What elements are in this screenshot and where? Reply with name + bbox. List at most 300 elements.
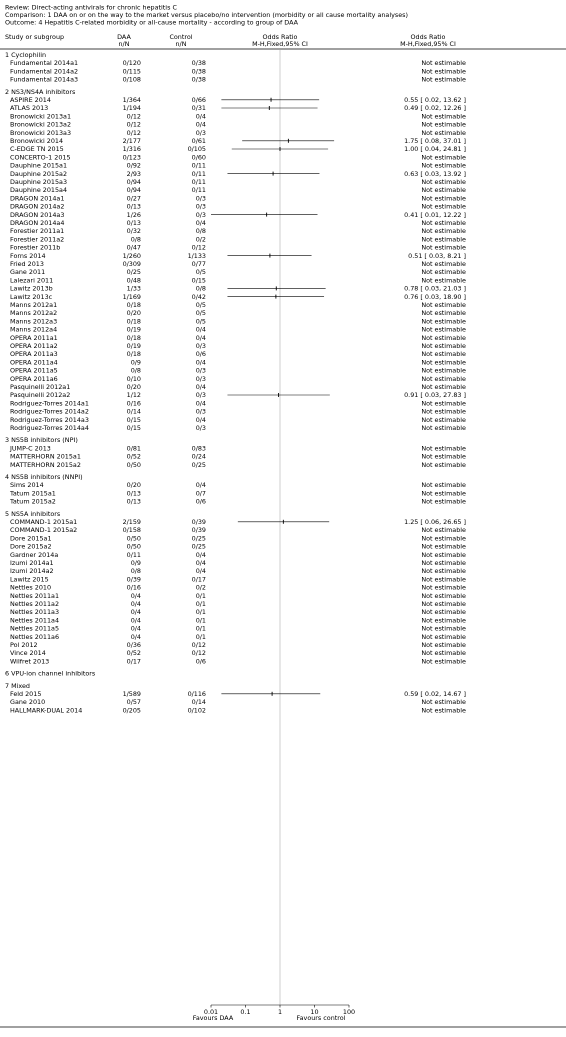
- study-name: COMMAND-1 2015a1: [10, 518, 78, 526]
- control-events: 0/3: [195, 128, 206, 137]
- subgroup-heading: 1 Cyclophilin: [5, 51, 47, 59]
- odds-ratio-text: Not estimable: [421, 59, 466, 68]
- odds-ratio-text: Not estimable: [421, 112, 466, 121]
- study-name: Rodriguez-Torres 2014a2: [10, 407, 89, 416]
- control-events: 0/4: [195, 567, 206, 576]
- control-events: 0/4: [195, 559, 206, 567]
- control-events: 0/77: [191, 260, 206, 268]
- control-events: 0/11: [191, 186, 206, 195]
- control-events: 0/38: [191, 75, 206, 84]
- daa-events: 0/52: [126, 452, 141, 461]
- odds-ratio-text: Not estimable: [421, 186, 466, 195]
- study-name: Pasquinelli 2012a2: [10, 391, 71, 400]
- odds-ratio-text: 0.76 [ 0.03, 18.90 ]: [404, 292, 466, 301]
- odds-ratio-text: Not estimable: [421, 481, 466, 490]
- study-name: ATLAS 2013: [10, 104, 49, 113]
- odds-ratio-text: 0.49 [ 0.02, 12.26 ]: [404, 104, 466, 113]
- control-events: 0/4: [195, 219, 206, 227]
- control-events: 0/12: [191, 649, 206, 658]
- odds-ratio-text: Not estimable: [421, 542, 466, 551]
- study-name: Nettles 2010: [10, 583, 52, 592]
- study-name: Lawitz 2013c: [10, 292, 53, 301]
- daa-events: 0/12: [126, 120, 141, 129]
- daa-events: 0/57: [126, 698, 141, 707]
- daa-events: 1/589: [122, 690, 141, 698]
- daa-events: 0/11: [126, 550, 141, 559]
- daa-events: 0/4: [130, 632, 141, 641]
- control-events: 0/1: [195, 624, 206, 633]
- study-name: Forestier 2011a1: [10, 227, 65, 236]
- odds-ratio-text: Not estimable: [421, 649, 466, 658]
- x-tick-label: 0.1: [240, 1008, 251, 1016]
- odds-ratio-text: Not estimable: [421, 358, 466, 367]
- control-events: 0/15: [191, 276, 206, 285]
- daa-events: 0/9: [130, 358, 141, 367]
- control-events: 0/61: [191, 137, 206, 145]
- control-events: 0/12: [191, 243, 206, 252]
- daa-events: 0/13: [126, 489, 141, 498]
- control-events: 0/1: [195, 616, 206, 625]
- control-events: 0/38: [191, 67, 206, 76]
- control-events: 1/133: [187, 251, 206, 260]
- odds-ratio-text: Not estimable: [421, 227, 466, 236]
- subgroup-heading: 4 NS5B inhibitors (NNPI): [5, 473, 83, 481]
- odds-ratio-text: Not estimable: [421, 698, 466, 707]
- daa-events: 0/18: [126, 333, 141, 342]
- study-name: Nettles 2011a1: [10, 591, 60, 600]
- study-name: Lawitz 2015: [10, 575, 49, 584]
- daa-events: 0/8: [130, 567, 141, 576]
- odds-ratio-text: Not estimable: [421, 608, 466, 617]
- daa-events: 0/94: [126, 186, 141, 195]
- daa-events: 0/48: [126, 276, 141, 285]
- study-name: Gardner 2014a: [10, 550, 59, 559]
- study-name: Tatum 2015a1: [10, 489, 56, 498]
- control-events: 0/25: [191, 542, 206, 551]
- daa-events: 0/4: [130, 600, 141, 608]
- control-events: 0/116: [187, 690, 206, 698]
- odds-ratio-text: Not estimable: [421, 333, 466, 342]
- daa-events: 0/50: [126, 460, 141, 469]
- odds-ratio-text: 0.41 [ 0.01, 12.22 ]: [404, 210, 466, 219]
- odds-ratio-text: 0.59 [ 0.02, 14.67 ]: [404, 690, 466, 698]
- odds-ratio-text: 1.75 [ 0.08, 37.01 ]: [404, 137, 466, 145]
- daa-events: 1/12: [126, 391, 141, 400]
- odds-ratio-text: Not estimable: [421, 550, 466, 559]
- study-name: OPERA 2011a4: [10, 358, 58, 367]
- control-events: 0/8: [195, 227, 206, 236]
- odds-ratio-text: Not estimable: [421, 424, 466, 432]
- study-name: Dauphine 2015a2: [10, 169, 68, 178]
- x-tick-label: 1: [277, 1008, 283, 1016]
- study-name: Izumi 2014a1: [10, 559, 54, 567]
- col-header-or-text: Odds Ratio: [410, 33, 446, 41]
- study-name: OPERA 2011a6: [10, 374, 58, 383]
- study-name: Feld 2015: [10, 690, 42, 698]
- odds-ratio-text: 0.63 [ 0.03, 13.92 ]: [404, 169, 466, 178]
- study-name: Izumi 2014a2: [10, 567, 54, 576]
- col-header-study: Study or subgroup: [5, 33, 65, 41]
- study-name: MATTERHORN 2015a2: [10, 460, 81, 469]
- daa-events: 0/10: [126, 374, 141, 383]
- x-tick-label: 0.01: [203, 1008, 219, 1016]
- study-name: HALLMARK-DUAL 2014: [10, 706, 83, 715]
- control-events: 0/3: [195, 424, 206, 432]
- daa-events: 0/12: [126, 112, 141, 121]
- outcome-line: Outcome: 4 Hepatitis C-related morbidity or all-cause mortality - according to group of DAA: [5, 18, 299, 27]
- control-events: 0/4: [195, 358, 206, 367]
- control-events: 0/6: [195, 497, 206, 506]
- study-name: C-EDGE TN 2015: [10, 145, 64, 154]
- odds-ratio-text: Not estimable: [421, 657, 466, 666]
- odds-ratio-text: Not estimable: [421, 444, 466, 453]
- daa-events: 2/93: [126, 169, 141, 178]
- study-name: Vince 2014: [10, 649, 46, 658]
- study-name: Bronowicki 2014: [10, 137, 64, 145]
- odds-ratio-text: 0.55 [ 0.02, 13.62 ]: [404, 96, 466, 104]
- odds-ratio-text: Not estimable: [421, 632, 466, 641]
- odds-ratio-text: Not estimable: [421, 460, 466, 469]
- daa-events: 2/159: [122, 518, 141, 526]
- control-events: 0/39: [191, 526, 206, 535]
- study-name: Gane 2010: [10, 698, 46, 707]
- study-name: Nettles 2011a6: [10, 632, 60, 641]
- control-events: 0/17: [191, 575, 206, 584]
- odds-ratio-text: Not estimable: [421, 575, 466, 584]
- study-name: Fundamental 2014a1: [10, 59, 79, 68]
- study-name: Nettles 2011a3: [10, 608, 60, 617]
- favours-daa-label: Favours DAA: [192, 1014, 234, 1022]
- odds-ratio-text: Not estimable: [421, 219, 466, 227]
- control-events: 0/6: [195, 350, 206, 359]
- daa-events: 0/18: [126, 317, 141, 326]
- daa-events: 0/19: [126, 342, 141, 350]
- control-events: 0/3: [195, 210, 206, 219]
- odds-ratio-text: Not estimable: [421, 67, 466, 76]
- odds-ratio-text: Not estimable: [421, 317, 466, 326]
- study-name: Nettles 2011a2: [10, 600, 60, 608]
- study-name: Rodriguez-Torres 2014a4: [10, 424, 89, 432]
- daa-events: 0/94: [126, 178, 141, 186]
- odds-ratio-text: Not estimable: [421, 374, 466, 383]
- col-header-or-method: M-H,Fixed,95% CI: [252, 40, 308, 48]
- study-name: Sims 2014: [10, 481, 44, 490]
- control-events: 0/3: [195, 194, 206, 203]
- study-name: MATTERHORN 2015a1: [10, 452, 81, 461]
- control-events: 0/4: [195, 383, 206, 391]
- daa-events: 0/20: [126, 383, 141, 391]
- control-events: 0/7: [195, 489, 206, 498]
- daa-events: 0/52: [126, 649, 141, 658]
- study-name: Rodriguez-Torres 2014a3: [10, 415, 89, 424]
- study-name: COMMAND-1 2015a2: [10, 526, 78, 535]
- col-header-control: Control: [169, 33, 193, 41]
- study-name: Dauphine 2015a3: [10, 178, 68, 186]
- control-events: 0/1: [195, 608, 206, 617]
- study-name: Dauphine 2015a1: [10, 161, 68, 170]
- daa-events: 0/12: [126, 128, 141, 137]
- study-name: Bronowicki 2013a2: [10, 120, 72, 129]
- study-name: Lawitz 2013b: [10, 284, 53, 293]
- study-name: Manns 2012a3: [10, 317, 58, 326]
- daa-events: 1/364: [122, 96, 141, 104]
- subgroup-heading: 7 Mixed: [5, 681, 30, 690]
- favours-control-label: Favours control: [296, 1014, 346, 1022]
- odds-ratio-text: Not estimable: [421, 526, 466, 535]
- control-events: 0/25: [191, 534, 206, 543]
- control-events: 0/3: [195, 366, 206, 375]
- odds-ratio-text: Not estimable: [421, 235, 466, 244]
- study-name: OPERA 2011a3: [10, 350, 58, 359]
- study-name: Dore 2015a1: [10, 534, 52, 543]
- study-name: Lalezari 2011: [10, 276, 54, 285]
- study-name: ASPIRE 2014: [10, 96, 51, 104]
- daa-events: 0/309: [122, 260, 141, 268]
- control-events: 0/3: [195, 342, 206, 350]
- study-name: DRAGON 2014a1: [10, 194, 65, 203]
- odds-ratio-text: Not estimable: [421, 350, 466, 359]
- study-name: Bronowicki 2013a3: [10, 128, 72, 137]
- daa-events: 0/4: [130, 624, 141, 633]
- odds-ratio-text: Not estimable: [421, 268, 466, 277]
- study-name: DRAGON 2014a4: [10, 219, 65, 227]
- study-name: Gane 2011: [10, 268, 46, 277]
- odds-ratio-text: Not estimable: [421, 559, 466, 567]
- control-events: 0/14: [191, 698, 206, 707]
- control-events: 0/2: [195, 583, 206, 592]
- odds-ratio-text: Not estimable: [421, 153, 466, 162]
- study-name: Pol 2012: [10, 641, 38, 649]
- daa-events: 0/18: [126, 301, 141, 309]
- daa-events: 0/4: [130, 591, 141, 600]
- study-name: Manns 2012a4: [10, 325, 58, 334]
- study-name: Forns 2014: [10, 251, 46, 260]
- daa-events: 0/14: [126, 407, 141, 416]
- daa-events: 1/33: [126, 284, 141, 293]
- daa-events: 0/13: [126, 497, 141, 506]
- odds-ratio-text: Not estimable: [421, 161, 466, 170]
- odds-ratio-text: Not estimable: [421, 128, 466, 137]
- odds-ratio-text: Not estimable: [421, 591, 466, 600]
- control-events: 0/3: [195, 391, 206, 400]
- control-events: 0/3: [195, 374, 206, 383]
- daa-events: 0/20: [126, 481, 141, 490]
- odds-ratio-text: Not estimable: [421, 178, 466, 186]
- study-name: Rodriguez-Torres 2014a1: [10, 399, 89, 408]
- odds-ratio-text: Not estimable: [421, 194, 466, 203]
- control-events: 0/66: [191, 96, 206, 104]
- daa-events: 0/81: [126, 444, 141, 453]
- daa-events: 0/13: [126, 219, 141, 227]
- control-events: 0/2: [195, 235, 206, 244]
- daa-events: 0/13: [126, 202, 141, 211]
- odds-ratio-text: Not estimable: [421, 325, 466, 334]
- study-name: DRAGON 2014a2: [10, 202, 65, 211]
- daa-events: 2/177: [122, 137, 141, 145]
- control-events: 0/38: [191, 59, 206, 68]
- odds-ratio-text: Not estimable: [421, 120, 466, 129]
- odds-ratio-text: Not estimable: [421, 276, 466, 285]
- daa-events: 0/25: [126, 268, 141, 277]
- control-events: 0/4: [195, 481, 206, 490]
- daa-events: 0/8: [130, 366, 141, 375]
- control-events: 0/102: [187, 706, 206, 715]
- control-events: 0/5: [195, 309, 206, 318]
- odds-ratio-text: Not estimable: [421, 243, 466, 252]
- col-header-daa-sub: n/N: [118, 40, 130, 48]
- control-events: 0/11: [191, 169, 206, 178]
- study-name: Forestier 2011b: [10, 243, 61, 252]
- control-events: 0/5: [195, 317, 206, 326]
- study-name: Dauphine 2015a4: [10, 186, 68, 195]
- study-rows: [5, 51, 466, 714]
- x-tick-label: 10: [310, 1008, 319, 1016]
- control-events: 0/1: [195, 600, 206, 608]
- odds-ratio-text: Not estimable: [421, 301, 466, 309]
- col-header-daa: DAA: [117, 33, 131, 41]
- control-events: 0/3: [195, 202, 206, 211]
- study-name: Wilfret 2013: [10, 657, 50, 666]
- odds-ratio-text: Not estimable: [421, 641, 466, 649]
- control-events: 0/4: [195, 550, 206, 559]
- daa-events: 1/169: [122, 292, 141, 301]
- daa-events: 0/205: [122, 706, 141, 715]
- control-events: 0/1: [195, 591, 206, 600]
- control-events: 0/4: [195, 120, 206, 129]
- control-events: 0/31: [191, 104, 206, 113]
- daa-events: 0/39: [126, 575, 141, 584]
- study-name: CONCERTO-1 2015: [10, 153, 71, 162]
- col-header-or: Odds Ratio: [262, 33, 298, 41]
- control-events: 0/25: [191, 460, 206, 469]
- daa-events: 0/123: [122, 153, 141, 162]
- daa-events: 0/47: [126, 243, 141, 252]
- daa-events: 0/17: [126, 657, 141, 666]
- control-events: 0/4: [195, 333, 206, 342]
- odds-ratio-text: Not estimable: [421, 452, 466, 461]
- odds-ratio-text: 1.00 [ 0.04, 24.81 ]: [404, 145, 466, 154]
- control-events: 0/3: [195, 407, 206, 416]
- comparison-line: Comparison: 1 DAA on or on the way to the market versus placebo/no intervention (morbidity or all cause mortality analyses): [5, 11, 408, 19]
- control-events: 0/83: [191, 444, 206, 453]
- odds-ratio-text: Not estimable: [421, 497, 466, 506]
- daa-events: 0/92: [126, 161, 141, 170]
- daa-events: 0/32: [126, 227, 141, 236]
- odds-ratio-text: Not estimable: [421, 706, 466, 715]
- control-events: 0/5: [195, 301, 206, 309]
- odds-ratio-text: Not estimable: [421, 407, 466, 416]
- odds-ratio-text: Not estimable: [421, 202, 466, 211]
- odds-ratio-text: Not estimable: [421, 616, 466, 625]
- control-events: 0/4: [195, 399, 206, 408]
- daa-events: 0/20: [126, 309, 141, 318]
- daa-events: 0/15: [126, 415, 141, 424]
- daa-events: 1/260: [122, 251, 141, 260]
- odds-ratio-text: Not estimable: [421, 489, 466, 498]
- control-events: 0/105: [187, 145, 206, 154]
- control-events: 0/1: [195, 632, 206, 641]
- daa-events: 1/26: [126, 210, 141, 219]
- study-name: Fried 2013: [10, 260, 44, 268]
- control-events: 0/42: [191, 292, 206, 301]
- daa-events: 0/36: [126, 641, 141, 649]
- control-events: 0/11: [191, 161, 206, 170]
- odds-ratio-text: Not estimable: [421, 534, 466, 543]
- odds-ratio-text: Not estimable: [421, 399, 466, 408]
- study-name: Bronowicki 2013a1: [10, 112, 72, 121]
- odds-ratio-text: Not estimable: [421, 383, 466, 391]
- control-events: 0/6: [195, 657, 206, 666]
- subgroup-heading: 6 VPU-ion channel inhibitors: [5, 669, 96, 678]
- subgroup-heading: 5 NS5A inhibitors: [5, 509, 61, 518]
- control-events: 0/39: [191, 518, 206, 526]
- odds-ratio-text: 0.78 [ 0.03, 21.03 ]: [404, 284, 466, 293]
- control-events: 0/12: [191, 641, 206, 649]
- odds-ratio-text: Not estimable: [421, 75, 466, 84]
- study-name: OPERA 2011a1: [10, 333, 58, 342]
- odds-ratio-text: Not estimable: [421, 567, 466, 576]
- study-name: Manns 2012a2: [10, 309, 58, 318]
- study-name: Fundamental 2014a2: [10, 67, 79, 76]
- control-events: 0/8: [195, 284, 206, 293]
- study-name: Fundamental 2014a3: [10, 75, 79, 84]
- daa-events: 0/18: [126, 350, 141, 359]
- col-header-control-sub: n/N: [175, 40, 187, 48]
- daa-events: 0/16: [126, 583, 141, 592]
- study-name: Nettles 2011a4: [10, 616, 60, 625]
- daa-events: 0/4: [130, 616, 141, 625]
- study-name: DRAGON 2014a3: [10, 210, 65, 219]
- subgroup-heading: 2 NS3/NS4A inhibitors: [5, 87, 76, 96]
- daa-events: 1/316: [122, 145, 141, 154]
- control-events: 0/4: [195, 112, 206, 121]
- control-events: 0/60: [191, 153, 206, 162]
- odds-ratio-text: Not estimable: [421, 342, 466, 350]
- daa-events: 0/8: [130, 235, 141, 244]
- study-name: JUMP-C 2013: [10, 444, 51, 453]
- daa-events: 0/4: [130, 608, 141, 617]
- col-header-or-text-method: M-H,Fixed,95% CI: [400, 40, 456, 48]
- study-name: Tatum 2015a2: [10, 497, 56, 506]
- daa-events: 0/50: [126, 534, 141, 543]
- odds-ratio-text: Not estimable: [421, 309, 466, 318]
- study-name: OPERA 2011a2: [10, 342, 58, 350]
- control-events: 0/24: [191, 452, 206, 461]
- odds-ratio-text: Not estimable: [421, 415, 466, 424]
- daa-events: 0/120: [122, 59, 141, 68]
- daa-events: 0/27: [126, 194, 141, 203]
- daa-events: 0/19: [126, 325, 141, 334]
- control-events: 0/5: [195, 268, 206, 277]
- odds-ratio-text: Not estimable: [421, 583, 466, 592]
- control-events: 0/4: [195, 415, 206, 424]
- study-name: Nettles 2011a5: [10, 624, 60, 633]
- odds-ratio-text: Not estimable: [421, 366, 466, 375]
- odds-ratio-text: Not estimable: [421, 260, 466, 268]
- study-name: OPERA 2011a5: [10, 366, 58, 375]
- study-name: Manns 2012a1: [10, 301, 58, 309]
- odds-ratio-text: 0.51 [ 0.03, 8.21 ]: [408, 251, 466, 260]
- control-events: 0/11: [191, 178, 206, 186]
- control-events: 0/4: [195, 325, 206, 334]
- daa-events: 0/158: [122, 526, 141, 535]
- daa-events: 0/115: [122, 67, 141, 76]
- daa-events: 0/16: [126, 399, 141, 408]
- daa-events: 0/108: [122, 75, 141, 84]
- study-name: Pasquinelli 2012a1: [10, 383, 71, 391]
- study-name: Dore 2015a2: [10, 542, 52, 551]
- daa-events: 0/50: [126, 542, 141, 551]
